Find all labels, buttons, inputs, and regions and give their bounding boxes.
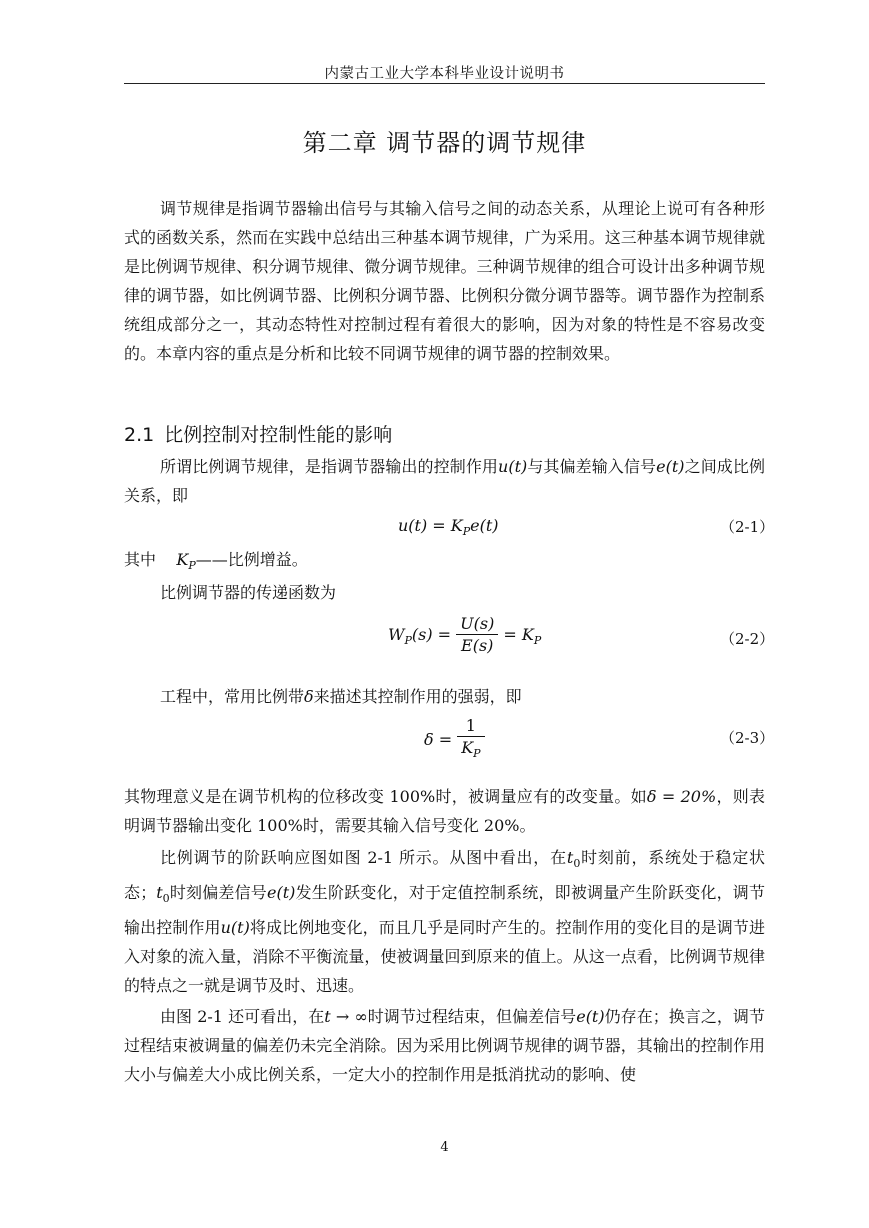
paragraph-5: 比例调节的阶跃响应图如图 2-1 所示。从图中看出，在$t_0$时刻前，系统处于稳定状态；$t_0$时刻偏差信号e(t)发生阶跃变化，对于定值控制系统，即被调量产生阶跃变化，调节输出控制作用u(t)将成比例地变化，而且几乎是同时产生的。控制作用的变化目的是调节进入对象的流入量，消除不平衡流量，使被调量回到原来的值上。从这一点看，比例调节规律的特点之一就是调节及时、迅速。 bbox=[124, 848, 765, 996]
paragraph-4: 其物理意义是在调节机构的位移改变 100%时，被调量应有的改变量。如δ = 20%，则表明调节器输出变化 100%时，需要其输入信号变化 20%。 bbox=[124, 787, 765, 835]
intro-paragraph: 调节规律是指调节器输出信号与其输入信号之间的动态关系，从理论上说可有各种形式的函数关系，然而在实践中总结出三种基本调节规律，广为采用。这三种基本调节规律就是比例调节规律、积分调节规律、微分调节规律。三种调节规律的组合可设计出多种调节规律的调节器，如比例调节器、比例积分调节器、比例积分微分调节器等。调节器作为控制系统组成部分之一，其动态特性对控制过程有着很大的影响，因为对象的特性是不容易改变的。本章内容的重点是分析和比较不同调节规律的调节器的控制效果。 bbox=[124, 199, 765, 363]
paragraph-2: 比例调节器的传递函数为 bbox=[160, 583, 337, 602]
chapter-title: 第二章 调节器的调节规律 bbox=[302, 129, 587, 157]
equation-number-2-3: （2-3） bbox=[720, 729, 775, 747]
fraction: $\frac{1}{K_P}$ bbox=[457, 716, 484, 765]
section-number: 2.1 bbox=[124, 424, 155, 446]
equation-number-2-1: （2-1） bbox=[720, 518, 775, 536]
paragraph-3: 工程中，常用比例带δ来描述其控制作用的强弱，即 bbox=[160, 687, 522, 706]
equation-number-2-2: （2-2） bbox=[720, 630, 775, 648]
page-number: 4 bbox=[440, 1140, 449, 1155]
paragraph-1: 所谓比例调节规律，是指调节器输出的控制作用u(t)与其偏差输入信号e(t)之间成比例关系，即 bbox=[124, 457, 765, 505]
section-title: 比例控制对控制性能的影响 bbox=[164, 424, 393, 446]
where-line: 其中 $K_P——$比例增益。 bbox=[124, 550, 308, 573]
section-heading bbox=[124, 420, 402, 447]
equation-2-2: $W_P(s)$ = $\frac{U(s)}{E(s)}$ = $K_P$ bbox=[388, 614, 542, 655]
symbol-ut: u(t) bbox=[498, 457, 528, 476]
symbol-et: e(t) bbox=[656, 457, 685, 476]
equation-2-3: δ = $\frac{1}{K_P}$ bbox=[424, 716, 485, 765]
header-rule bbox=[124, 83, 765, 84]
equation-2-1: $u(t) = K_Pe(t)$ bbox=[398, 516, 499, 539]
paragraph-6: 由图 2-1 还可看出，在t → ∞时调节过程结束，但偏差信号e(t)仍存在；换言之，调节过程结束被调量的偏差仍未完全消除。因为采用比例调节规律的调节器，其输出的控制作用大小与偏差大小成比例关系，一定大小的控制作用是抵消扰动的影响、使 bbox=[124, 1007, 765, 1084]
fraction: $\frac{U(s)}{E(s)}$ bbox=[456, 614, 498, 657]
running-header: 内蒙古工业大学本科毕业设计说明书 bbox=[324, 66, 565, 82]
